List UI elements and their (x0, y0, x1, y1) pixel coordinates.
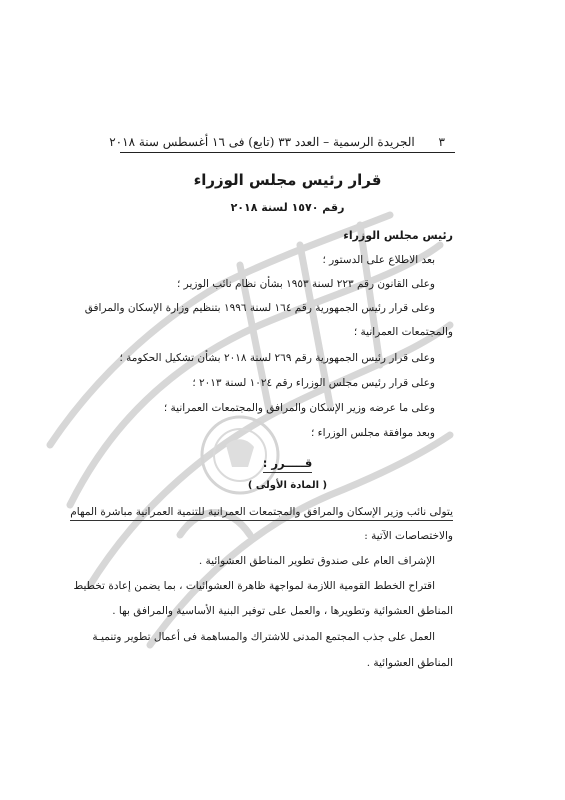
gazette-running-title: الجريدة الرسمية – العدد ٣٣ (تابع) فى ١٦ أغسطس سنة ٢٠١٨ (109, 135, 415, 149)
preamble-line: وعلى قرار رئيس الجمهورية رقم ٢٦٩ لسنة ٢٠١٨ بشأن تشكيل الحكومة ؛ (119, 352, 435, 364)
page-header (110, 133, 445, 151)
preamble-line: وعلى ما عرضه وزير الإسكان والمرافق والمجتمعات العمرانية ؛ (163, 402, 435, 414)
preamble-line: وعلى قرار رئيس مجلس الوزراء رقم ١٠٢٤ لسنة ٢٠١٣ ؛ (192, 377, 435, 389)
page-number: ٣ (438, 135, 445, 149)
preamble-line: وعلى قرار رئيس الجمهورية رقم ١٦٤ لسنة ١٩٩٦ بتنظيم وزارة الإسكان والمرافق (84, 302, 435, 314)
preamble-line: بعد الاطلاع على الدستور ؛ (322, 254, 435, 266)
decree-issuer: رئيس مجلس الوزراء (343, 229, 453, 242)
article-line-text: يتولى نائب وزير الإسكان والمرافق والمجتمعات العمرانية للتنمية العمرانية مباشرة المهام (70, 506, 453, 521)
article-line: المناطق العشوائية وتطويرها ، والعمل على توفير البنية الأساسية والمرافق بها . (112, 605, 453, 617)
article-line: والاختصاصات الآتية : (364, 530, 453, 542)
decree-title: قرار رئيس مجلس الوزراء (193, 171, 382, 189)
article-line (70, 504, 453, 520)
preamble-line: وبعد موافقة مجلس الوزراء ؛ (311, 427, 435, 439)
article-heading: ( المادة الأولى ) (247, 480, 328, 491)
decided-heading (120, 455, 455, 471)
decided-label: قـــــرر : (263, 456, 313, 473)
article-line: العمل على جذب المجتمع المدنى للاشتراك والمساهمة فى أعمال تطوير وتنميـة (92, 631, 435, 643)
article-line: اقتراح الخطط القومية اللازمة لمواجهة ظاهرة العشوائيات ، بما يضمن إعادة تخطيط (73, 580, 435, 592)
preamble-line: وعلى القانون رقم ٢٢٣ لسنة ١٩٥٣ بشأن نظام نائب الوزير ؛ (176, 278, 435, 290)
header-divider (120, 152, 455, 153)
article-line: المناطق العشوائية . (366, 657, 453, 669)
preamble-line: والمجتمعات العمرانية ؛ (353, 326, 453, 338)
article-line: الإشراف العام على صندوق تطوير المناطق العشوائية . (198, 555, 435, 567)
decree-number: رقم ١٥٧٠ لسنة ٢٠١٨ (230, 201, 345, 214)
